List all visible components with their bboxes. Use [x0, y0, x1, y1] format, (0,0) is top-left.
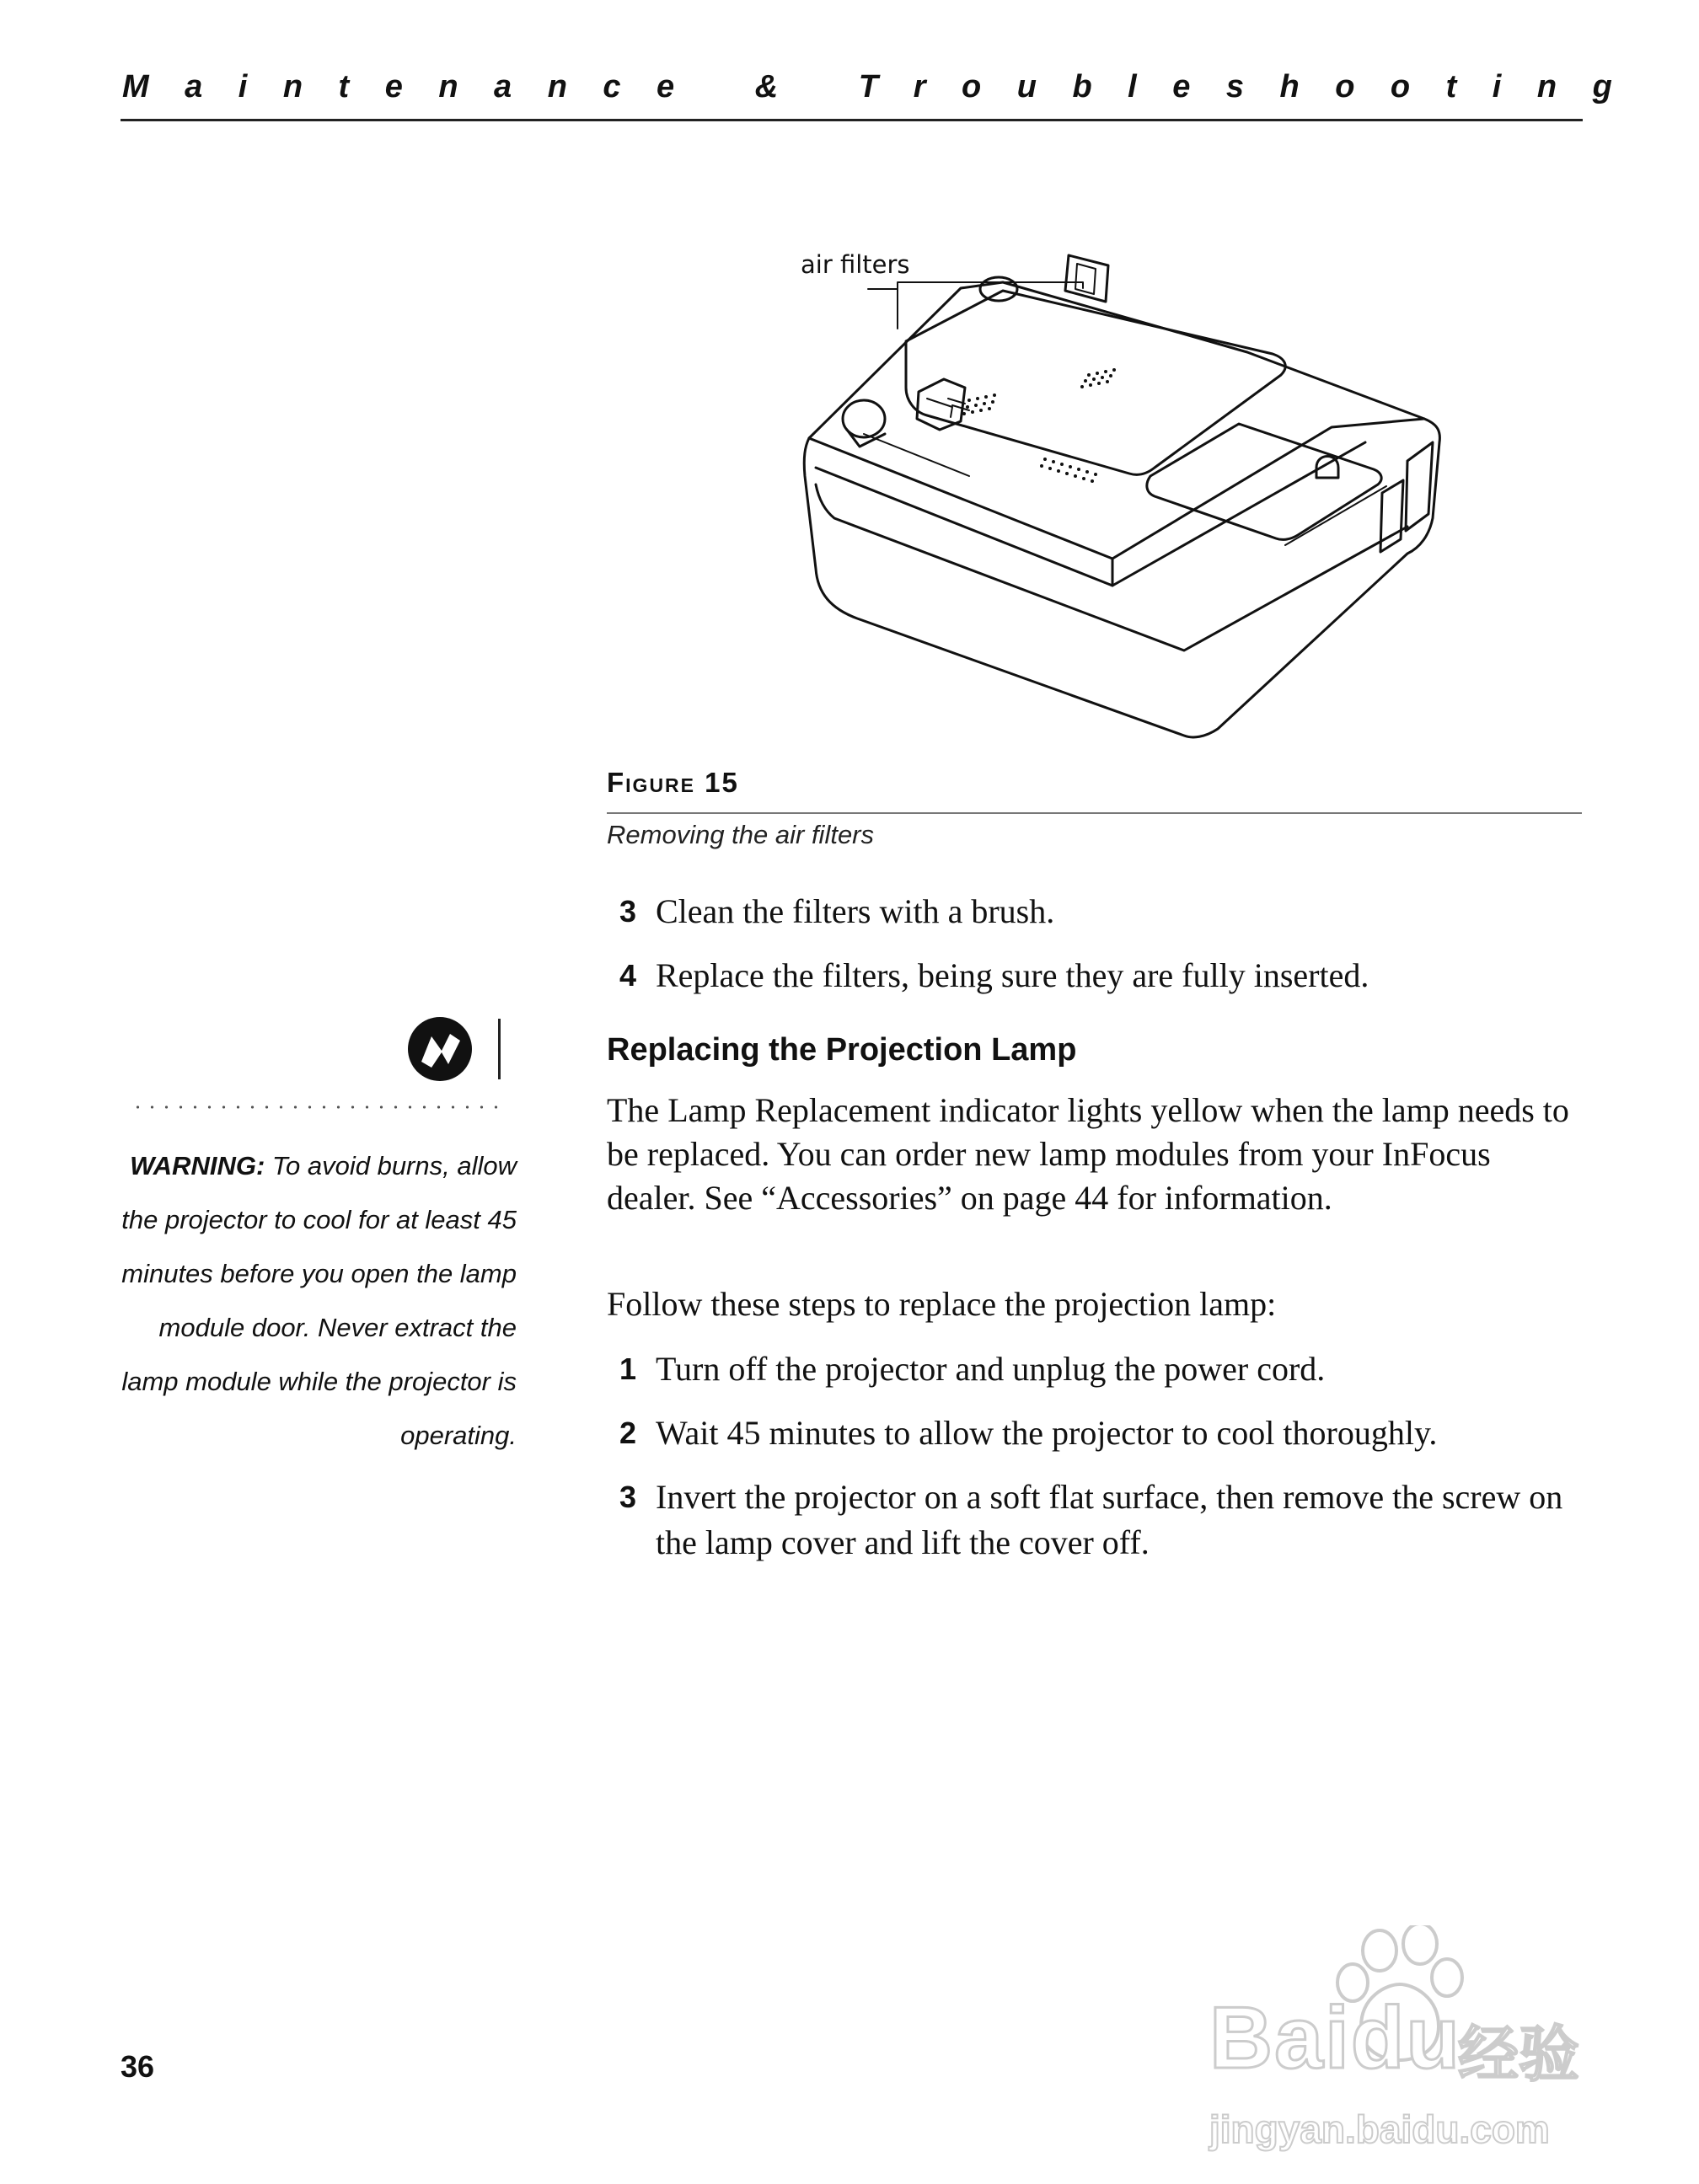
step-number: 3 [619, 894, 637, 929]
step-number: 2 [619, 1416, 637, 1450]
steps-intro: Follow these steps to replace the projection lamp: [607, 1285, 1277, 1323]
header-rule [121, 119, 1583, 121]
figure-caption: Removing the air filters [607, 820, 875, 849]
watermark-url: jingyan.baidu.com [1209, 2107, 1550, 2151]
section-heading: Replacing the Projection Lamp [607, 1032, 1077, 1068]
baidu-watermark [1184, 1925, 1610, 2170]
running-header: Maintenance & Troubleshooting [122, 69, 1648, 104]
warning-bar [498, 1019, 501, 1079]
warning-text: To avoid burns, allow the projector to cool for at least 45 minutes before you open the lamp module door. Never extract the lamp module while the projector is operating. [121, 1151, 517, 1450]
lamp-step [619, 1346, 1584, 1392]
step-text: Replace the filters, being sure they are fully inserted. [656, 956, 1369, 994]
figure-number: Figure 15 [607, 767, 739, 798]
page-number: 36 [121, 2049, 155, 2084]
warning-note [101, 1139, 517, 1463]
step-text: Wait 45 minutes to allow the projector to cool thoroughly. [656, 1414, 1438, 1452]
lamp-step [619, 1410, 1584, 1456]
filter-step [619, 953, 1584, 998]
step-text: Invert the projector on a soft flat surface, then remove the screw on the lamp cover and lift the cover off. [656, 1478, 1563, 1561]
step-number: 3 [619, 1480, 637, 1514]
warning-label: WARNING: [130, 1151, 265, 1180]
watermark-brand: Baidu [1209, 1989, 1461, 2087]
step-number: 1 [619, 1352, 637, 1386]
dotted-divider [131, 1105, 501, 1109]
step-text: Clean the filters with a brush. [656, 892, 1055, 930]
step-text: Turn off the projector and unplug the power cord. [656, 1350, 1326, 1388]
projector-illustration [758, 240, 1441, 750]
intro-paragraph: The Lamp Replacement indicator lights yellow when the lamp needs to be replaced. You can order new lamp modules from your InFocus dealer. See “Accessories” on page 44 for information. [607, 1091, 1569, 1217]
step-number: 4 [619, 958, 637, 993]
lamp-step [619, 1475, 1584, 1566]
warning-icon [406, 1015, 474, 1083]
filter-step [619, 889, 1584, 934]
watermark-chinese: 经验 [1458, 2019, 1580, 2090]
air-filters-callout: air filters [801, 250, 910, 279]
figure-rule [607, 812, 1582, 814]
